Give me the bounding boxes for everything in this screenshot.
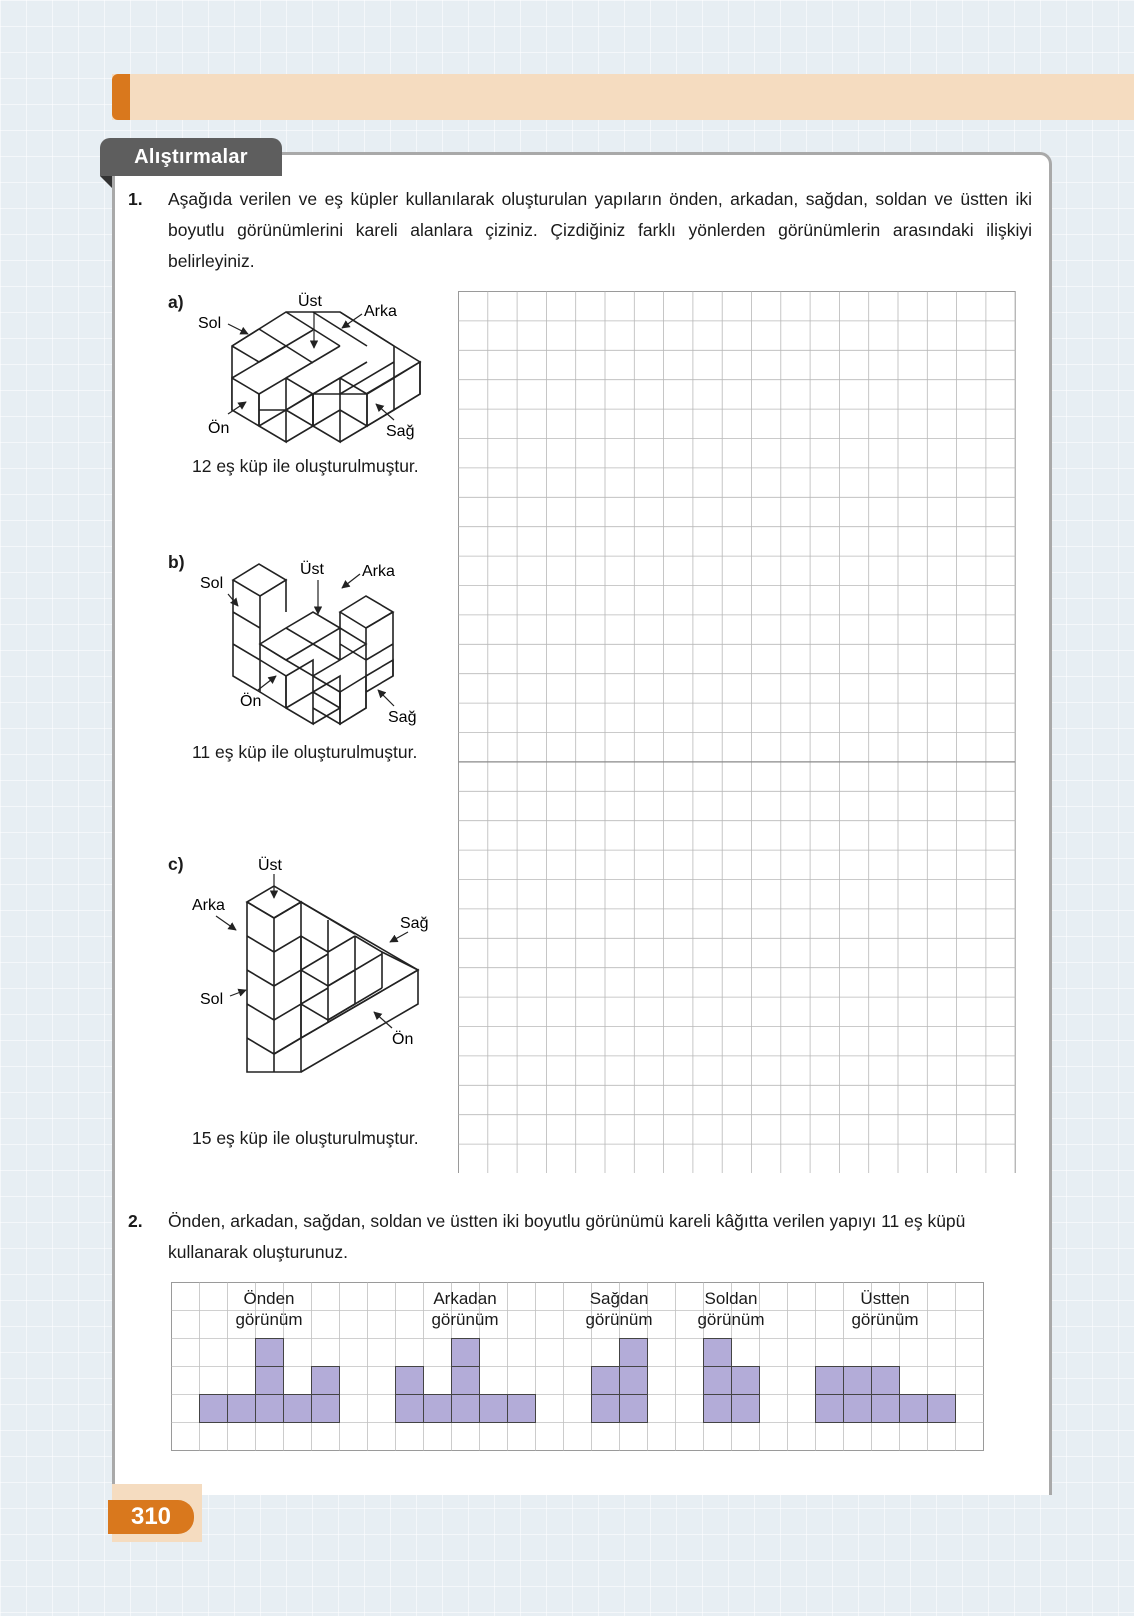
view-title-line1: Arkadan [433, 1289, 497, 1308]
view-cell [256, 1367, 284, 1395]
view-title-line1: Sağdan [589, 1289, 649, 1308]
view-cell [620, 1367, 648, 1395]
view-cell [396, 1367, 424, 1395]
view-cell [872, 1367, 900, 1395]
view-cell [312, 1367, 340, 1395]
q1c-caption: 15 eş küp ile oluşturulmuştur. [192, 1128, 419, 1148]
c-ust-label: Üst [258, 857, 282, 874]
page-number: 310 [108, 1500, 194, 1534]
view-cell [732, 1367, 760, 1395]
view-cell [928, 1395, 956, 1423]
view-cell [312, 1395, 340, 1423]
b-ust-label: Üst [300, 561, 324, 578]
view-cell [452, 1395, 480, 1423]
view-cell [256, 1339, 284, 1367]
a-ust-label: Üst [298, 293, 322, 310]
c-arka-label: Arka [192, 897, 225, 914]
a-sol-label: Sol [198, 315, 222, 332]
view-cell [844, 1395, 872, 1423]
view-cell [592, 1367, 620, 1395]
views-grid [171, 1282, 985, 1454]
view-title-line1: Soldan [704, 1289, 758, 1308]
b-arka-label: Arka [362, 563, 395, 580]
view-cell [900, 1395, 928, 1423]
view-cell [396, 1395, 424, 1423]
q1a-letter: a) [168, 292, 184, 312]
view-cell [620, 1339, 648, 1367]
view-cell [256, 1395, 284, 1423]
q2-text: Önden, arkadan, sağdan, soldan ve üstten iki boyutlu görünümü kareli kâğıtta verilen yapıyı 11 eş küpü kullanarak oluşturunuz. [168, 1211, 966, 1262]
view-cell [592, 1395, 620, 1423]
header-accent [112, 74, 130, 120]
a-on-label: Ön [208, 420, 230, 437]
view-cell [284, 1395, 312, 1423]
view-title-line2: görünüm [585, 1310, 653, 1329]
view-cell [200, 1395, 228, 1423]
c-on-label: Ön [392, 1031, 414, 1048]
q1-text: Aşağıda verilen ve eş küpler kullanılarak oluşturulan yapıların önden, arkadan, sağdan, soldan ve üstten iki boyutlu görünümlerini kareli alanlara çiziniz. Çizdiğiniz farklı yönlerden görünümlerin arasındaki ilişkiyi belirleyiniz. [168, 189, 1032, 271]
answer-grid[interactable] [458, 291, 1016, 1173]
q1b-letter: b) [168, 552, 185, 572]
b-sol-label: Sol [200, 575, 224, 592]
q1-number: 1. [128, 189, 143, 209]
view-cell [452, 1367, 480, 1395]
view-title-line2: görünüm [431, 1310, 499, 1329]
c-sag-label: Sağ [400, 915, 429, 932]
view-cell [732, 1395, 760, 1423]
view-cell [620, 1395, 648, 1423]
view-cell [704, 1367, 732, 1395]
view-title-line1: Önden [243, 1289, 295, 1308]
view-cell [844, 1367, 872, 1395]
view-title-line2: görünüm [697, 1310, 765, 1329]
view-title-line2: görünüm [235, 1310, 303, 1329]
figure-b [190, 550, 440, 735]
view-title-line2: görünüm [851, 1310, 919, 1329]
q2-number: 2. [128, 1211, 143, 1231]
q1b-caption: 11 eş küp ile oluşturulmuştur. [192, 742, 418, 762]
view-cell [704, 1339, 732, 1367]
view-cell [424, 1395, 452, 1423]
view-cell [452, 1339, 480, 1367]
c-sol-label: Sol [200, 991, 224, 1008]
view-title-line1: Üstten [860, 1289, 910, 1308]
view-cell [704, 1395, 732, 1423]
header-bar [112, 74, 1134, 120]
a-arka-label: Arka [364, 303, 397, 320]
view-cell [872, 1395, 900, 1423]
figure-a [190, 290, 450, 460]
section-tab: Alıştırmalar [100, 138, 282, 176]
view-cell [816, 1395, 844, 1423]
q1c-letter: c) [168, 854, 184, 874]
a-sag-label: Sağ [386, 423, 415, 440]
view-cell [508, 1395, 536, 1423]
b-sag-label: Sağ [388, 709, 417, 726]
tab-fold [100, 176, 112, 188]
b-on-label: Ön [240, 693, 262, 710]
view-cell [816, 1367, 844, 1395]
view-cell [228, 1395, 256, 1423]
q1a-caption: 12 eş küp ile oluşturulmuştur. [192, 456, 419, 476]
view-cell [480, 1395, 508, 1423]
figure-c [190, 850, 450, 1110]
